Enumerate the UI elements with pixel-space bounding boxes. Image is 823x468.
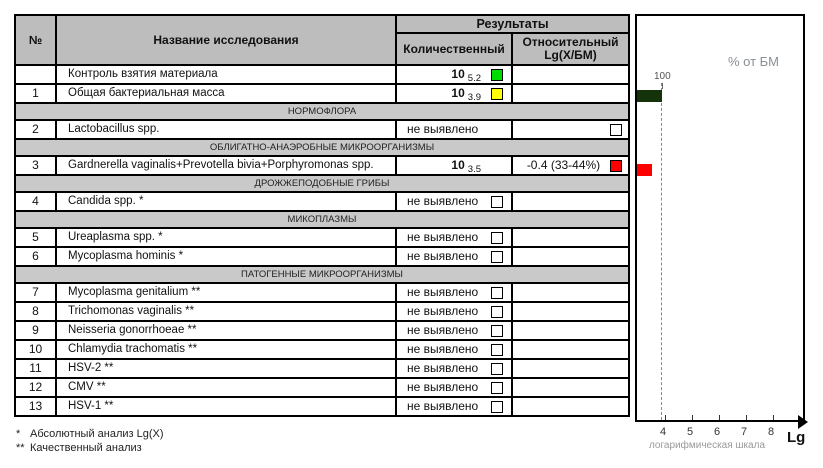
value-base: 10 [451, 86, 465, 100]
quantitative-result-cell [397, 66, 513, 83]
section-header-row: ПАТОГЕННЫЕ МИКРООРГАНИЗМЫ [16, 265, 628, 282]
test-name-cell: Candida spp. * [57, 193, 397, 210]
row-number-cell: 9 [16, 322, 57, 339]
quantitative-result-cell [397, 157, 513, 174]
quantitative-result-cell [397, 248, 513, 265]
table-row [16, 396, 628, 415]
x-tick-label: 4 [659, 426, 667, 438]
relative-result-cell [513, 66, 628, 83]
row-number-cell: 13 [16, 398, 57, 415]
x-axis-tick [746, 415, 747, 420]
relative-value: -0.4 (33-44%) [526, 158, 601, 172]
col-header-quantitative: Количественный [397, 34, 513, 64]
row-number-cell: 10 [16, 341, 57, 358]
chart-bar [637, 90, 662, 102]
status-marker [491, 88, 503, 100]
not-detected-text: не выявлено [407, 342, 479, 356]
col-header-number: № [16, 16, 57, 64]
test-name-cell: Mycoplasma hominis * [57, 248, 397, 265]
row-number-cell: 3 [16, 157, 57, 174]
test-name-cell: Общая бактериальная масса [57, 85, 397, 102]
test-name-cell: Gardnerella vaginalis+Prevotella bivia+Porphyromonas spp. [57, 157, 397, 174]
quantitative-value [451, 157, 481, 175]
status-marker [491, 344, 503, 356]
footnote-absolute-analysis [16, 427, 164, 441]
quantitative-result-cell [397, 85, 513, 102]
status-marker [491, 69, 503, 81]
test-name-cell: Chlamydia trachomatis ** [57, 341, 397, 358]
row-number-cell: 8 [16, 303, 57, 320]
x-tick-label: 5 [686, 426, 694, 438]
footnote-text: Абсолютный анализ Lg(X) [30, 428, 164, 440]
relative-result-cell [513, 360, 628, 377]
table-row [16, 339, 628, 358]
not-detected-text: не выявлено [407, 399, 479, 413]
chart-panel [635, 14, 805, 422]
section-header-row: НОРМОФЛОРА [16, 102, 628, 119]
quantitative-result-cell [397, 193, 513, 210]
col-header-test-name: Название исследования [57, 16, 397, 64]
test-name-cell: Trichomonas vaginalis ** [57, 303, 397, 320]
col-header-relative [513, 34, 628, 64]
quantitative-result-cell [397, 341, 513, 358]
quantitative-result-cell [397, 379, 513, 396]
not-detected-text: не выявлено [407, 122, 479, 136]
table-row [16, 301, 628, 320]
status-marker [610, 124, 622, 136]
chart-title: % от БМ [727, 54, 779, 69]
relative-result-cell [513, 284, 628, 301]
section-header-row: ОБЛИГАТНО-АНАЭРОБНЫЕ МИКРООРГАНИЗМЫ [16, 138, 628, 155]
table-row [16, 83, 628, 102]
row-number-cell: 5 [16, 229, 57, 246]
table-row [16, 191, 628, 210]
relative-result-cell [513, 121, 628, 138]
footnote-text: Качественный анализ [30, 442, 142, 454]
not-detected-text: не выявлено [407, 380, 479, 394]
relative-result-cell [513, 157, 628, 174]
not-detected-text: не выявлено [407, 361, 479, 375]
table-header [16, 16, 628, 64]
relative-result-cell [513, 229, 628, 246]
test-name-cell: Ureaplasma spp. * [57, 229, 397, 246]
value-exponent: 5.2 [467, 73, 481, 84]
table-row [16, 282, 628, 301]
status-marker [610, 160, 622, 172]
row-number-cell: 7 [16, 284, 57, 301]
not-detected-text: не выявлено [407, 285, 479, 299]
status-marker [491, 196, 503, 208]
results-table [14, 14, 630, 417]
section-header-row: ДРОЖЖЕПОДОБНЫЕ ГРИБЫ [16, 174, 628, 191]
value-base: 10 [451, 67, 465, 81]
row-number-cell: 1 [16, 85, 57, 102]
quantitative-result-cell [397, 360, 513, 377]
col-header-results: Результаты [397, 16, 628, 34]
quantitative-result-cell [397, 398, 513, 415]
not-detected-text: не выявлено [407, 194, 479, 208]
status-marker [491, 287, 503, 299]
chart-bar [637, 164, 652, 176]
section-header-row: МИКОПЛАЗМЫ [16, 210, 628, 227]
value-exponent: 3.9 [467, 92, 481, 103]
x-tick-label: 8 [767, 426, 775, 438]
table-row [16, 227, 628, 246]
x-axis-tick [692, 415, 693, 420]
quantitative-result-cell [397, 303, 513, 320]
row-number-cell: 6 [16, 248, 57, 265]
not-detected-text: не выявлено [407, 230, 479, 244]
relative-result-cell [513, 248, 628, 265]
table-row [16, 64, 628, 83]
quantitative-result-cell [397, 229, 513, 246]
x-tick-label: 7 [740, 426, 748, 438]
not-detected-text: не выявлено [407, 323, 479, 337]
test-name-cell: Mycoplasma genitalium ** [57, 284, 397, 301]
table-row [16, 119, 628, 138]
threshold-dashed-line [661, 83, 662, 420]
test-name-cell: HSV-1 ** [57, 398, 397, 415]
table-row [16, 320, 628, 339]
x-axis-tick [665, 415, 666, 420]
footnotes [16, 427, 164, 455]
status-marker [491, 325, 503, 337]
threshold-label-100: 100 [653, 71, 671, 82]
status-marker [491, 401, 503, 413]
x-axis-scale-note: логарифмическая шкала [648, 440, 766, 451]
quantitative-result-cell [397, 121, 513, 138]
not-detected-text: не выявлено [407, 304, 479, 318]
test-name-cell: Контроль взятия материала [57, 66, 397, 83]
table-row [16, 358, 628, 377]
x-tick-label: 6 [713, 426, 721, 438]
footnote-marker: * [16, 428, 21, 440]
relative-result-cell [513, 341, 628, 358]
relative-result-cell [513, 303, 628, 320]
test-name-cell: Neisseria gonorrhoeae ** [57, 322, 397, 339]
row-number-cell: 11 [16, 360, 57, 377]
test-name-cell: CMV ** [57, 379, 397, 396]
x-axis-label-lg: Lg [787, 429, 806, 446]
col-header-relative-line2: Lg(Х/БМ) [544, 48, 597, 62]
footnote-marker: ** [16, 442, 25, 454]
status-marker [491, 363, 503, 375]
row-number-cell [16, 66, 57, 83]
status-marker [491, 232, 503, 244]
table-row [16, 155, 628, 174]
x-axis-tick [773, 415, 774, 420]
row-number-cell: 2 [16, 121, 57, 138]
value-exponent: 3.5 [467, 164, 481, 175]
col-header-relative-line1: Относительный [522, 35, 619, 49]
status-marker [491, 251, 503, 263]
row-number-cell: 4 [16, 193, 57, 210]
relative-result-cell [513, 193, 628, 210]
relative-result-cell [513, 398, 628, 415]
x-axis-tick [719, 415, 720, 420]
footnote-qualitative-analysis [16, 441, 164, 455]
relative-result-cell [513, 379, 628, 396]
row-number-cell: 12 [16, 379, 57, 396]
quantitative-value [451, 66, 481, 84]
table-row [16, 246, 628, 265]
relative-result-cell [513, 322, 628, 339]
quantitative-value [451, 85, 481, 103]
x-axis-tick-labels [635, 426, 805, 440]
table-body [16, 64, 628, 415]
test-name-cell: HSV-2 ** [57, 360, 397, 377]
not-detected-text: не выявлено [407, 249, 479, 263]
value-base: 10 [451, 158, 465, 172]
relative-result-cell [513, 85, 628, 102]
quantitative-result-cell [397, 322, 513, 339]
status-marker [491, 382, 503, 394]
test-name-cell: Lactobacillus spp. [57, 121, 397, 138]
table-row [16, 377, 628, 396]
quantitative-result-cell [397, 284, 513, 301]
status-marker [491, 306, 503, 318]
